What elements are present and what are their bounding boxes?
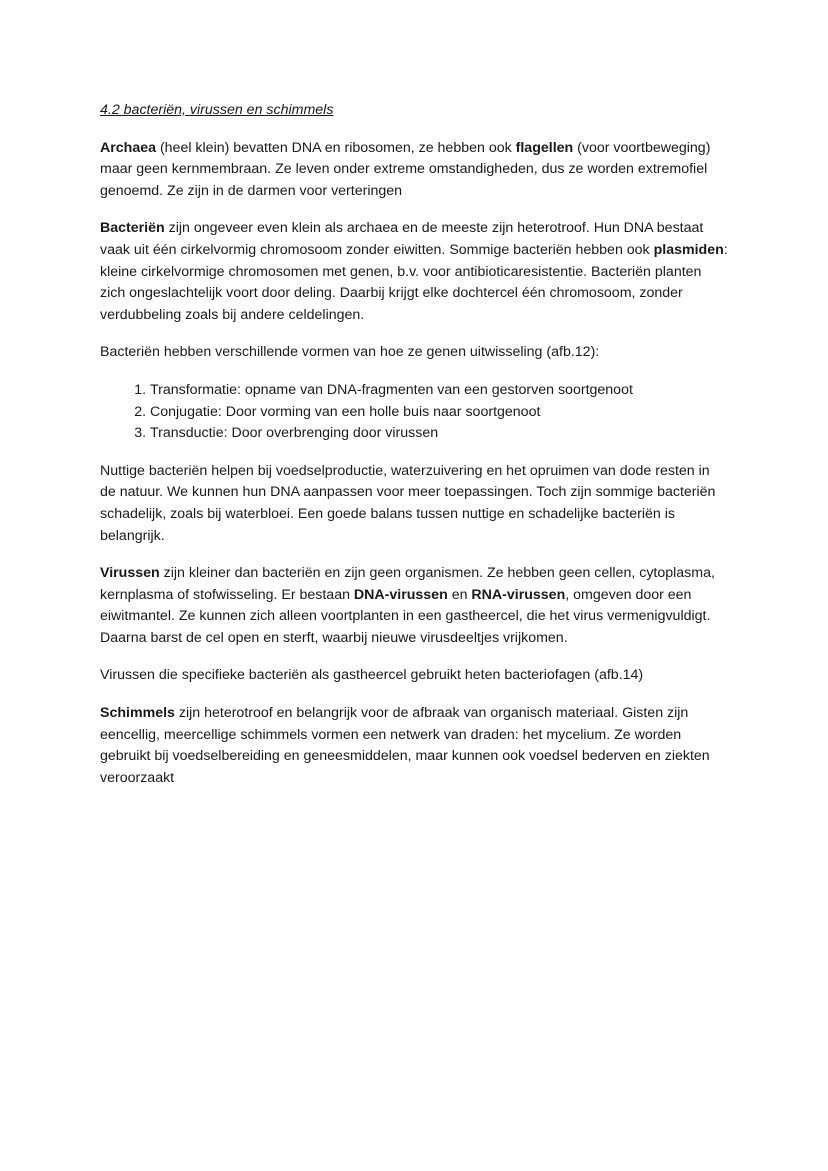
paragraph-bacteriofagen: Virussen die specifieke bacteriën als gastheercel gebruikt heten bacteriofagen (afb.14) [100,667,644,684]
paragraph-virussen: Virussen zijn kleiner dan bacteriën en zijn geen organismen. Ze hebben geen cellen, cytoplasma, kernplasma of stofwisseling. Er bestaan DNA-virussen en RNA-virussen, omgeven door een eiwitmantel. Ze kunnen zich alleen voortplanten in een gastheercel, die het virus vermenigvuldigt. Daarna barst de cel open en sterft, waarbij nieuwe virusdeeltjes vrijkomen. [100,565,715,646]
section-title: 4.2 bacteriën, virussen en schimmels [100,102,334,118]
list-item: 2. Conjugatie: Door vorming van een holle buis naar soortgenoot [150,402,728,424]
term-plasmiden: plasmiden [653,241,724,258]
paragraph-archaea: Archaea (heel klein) bevatten DNA en ribosomen, ze hebben ook flagellen (voor voortbeweging) maar geen kernmembraan. Ze leven onder extreme omstandigheden, dus ze worden extremofiel genoemd. Ze zijn in de darmen voor verteringen [100,139,711,199]
paragraph-bacterien: Bacteriën zijn ongeveer even klein als archaea en de meeste zijn heterotroof. Hun DNA bestaat vaak uit één cirkelvormig chromosoom zonder eiwitten. Sommige bacteriën hebben ook plasmiden: kleine cirkelvormige chromosomen met genen, b.v. voor antibioticaresistentie. Bacteriën planten zich ongeslachtelijk voort door deling. Daarbij krijgt elke dochtercel één chromosoom, zonder verdubbeling zoals bij andere celdelingen. [100,220,728,323]
list-item: 1. Transformatie: opname van DNA-fragmenten van een gestorven soortgenoot [150,380,728,402]
paragraph-nuttige-bacterien: Nuttige bacteriën helpen bij voedselproductie, waterzuivering en het opruimen van dode resten in de natuur. We kunnen hun DNA aanpassen voor meer toepassingen. Toch zijn sommige bacteriën schadelijk, zoals bij waterbloei. Een goede balans tussen nuttige en schadelijke bacteriën is belangrijk. [100,462,716,544]
paragraph-schimmels: Schimmels zijn heterotroof en belangrijk voor de afbraak van organisch materiaal. Gisten zijn eencellig, meercellige schimmels vormen een netwerk van draden: het mycelium. Ze worden gebruikt bij voedselbereiding en geneesmiddelen, maar kunnen ook voedsel bederven en ziekten veroorzaakt [100,705,710,786]
term-schimmels: Schimmels [100,705,175,722]
term-rna-virussen: RNA-virussen [471,586,566,603]
list-item: 3. Transductie: Door overbrenging door virussen [150,423,728,445]
term-bacterien: Bacteriën [100,220,165,237]
term-dna-virussen: DNA-virussen [353,586,448,603]
term-archaea: Archaea [100,139,156,156]
term-virussen: Virussen [100,565,160,582]
exchange-list [100,380,728,445]
term-flagellen: flagellen [515,139,574,156]
paragraph-genen-uitwisseling: Bacteriën hebben verschillende vormen van hoe ze genen uitwisseling (afb.12): [100,344,600,361]
